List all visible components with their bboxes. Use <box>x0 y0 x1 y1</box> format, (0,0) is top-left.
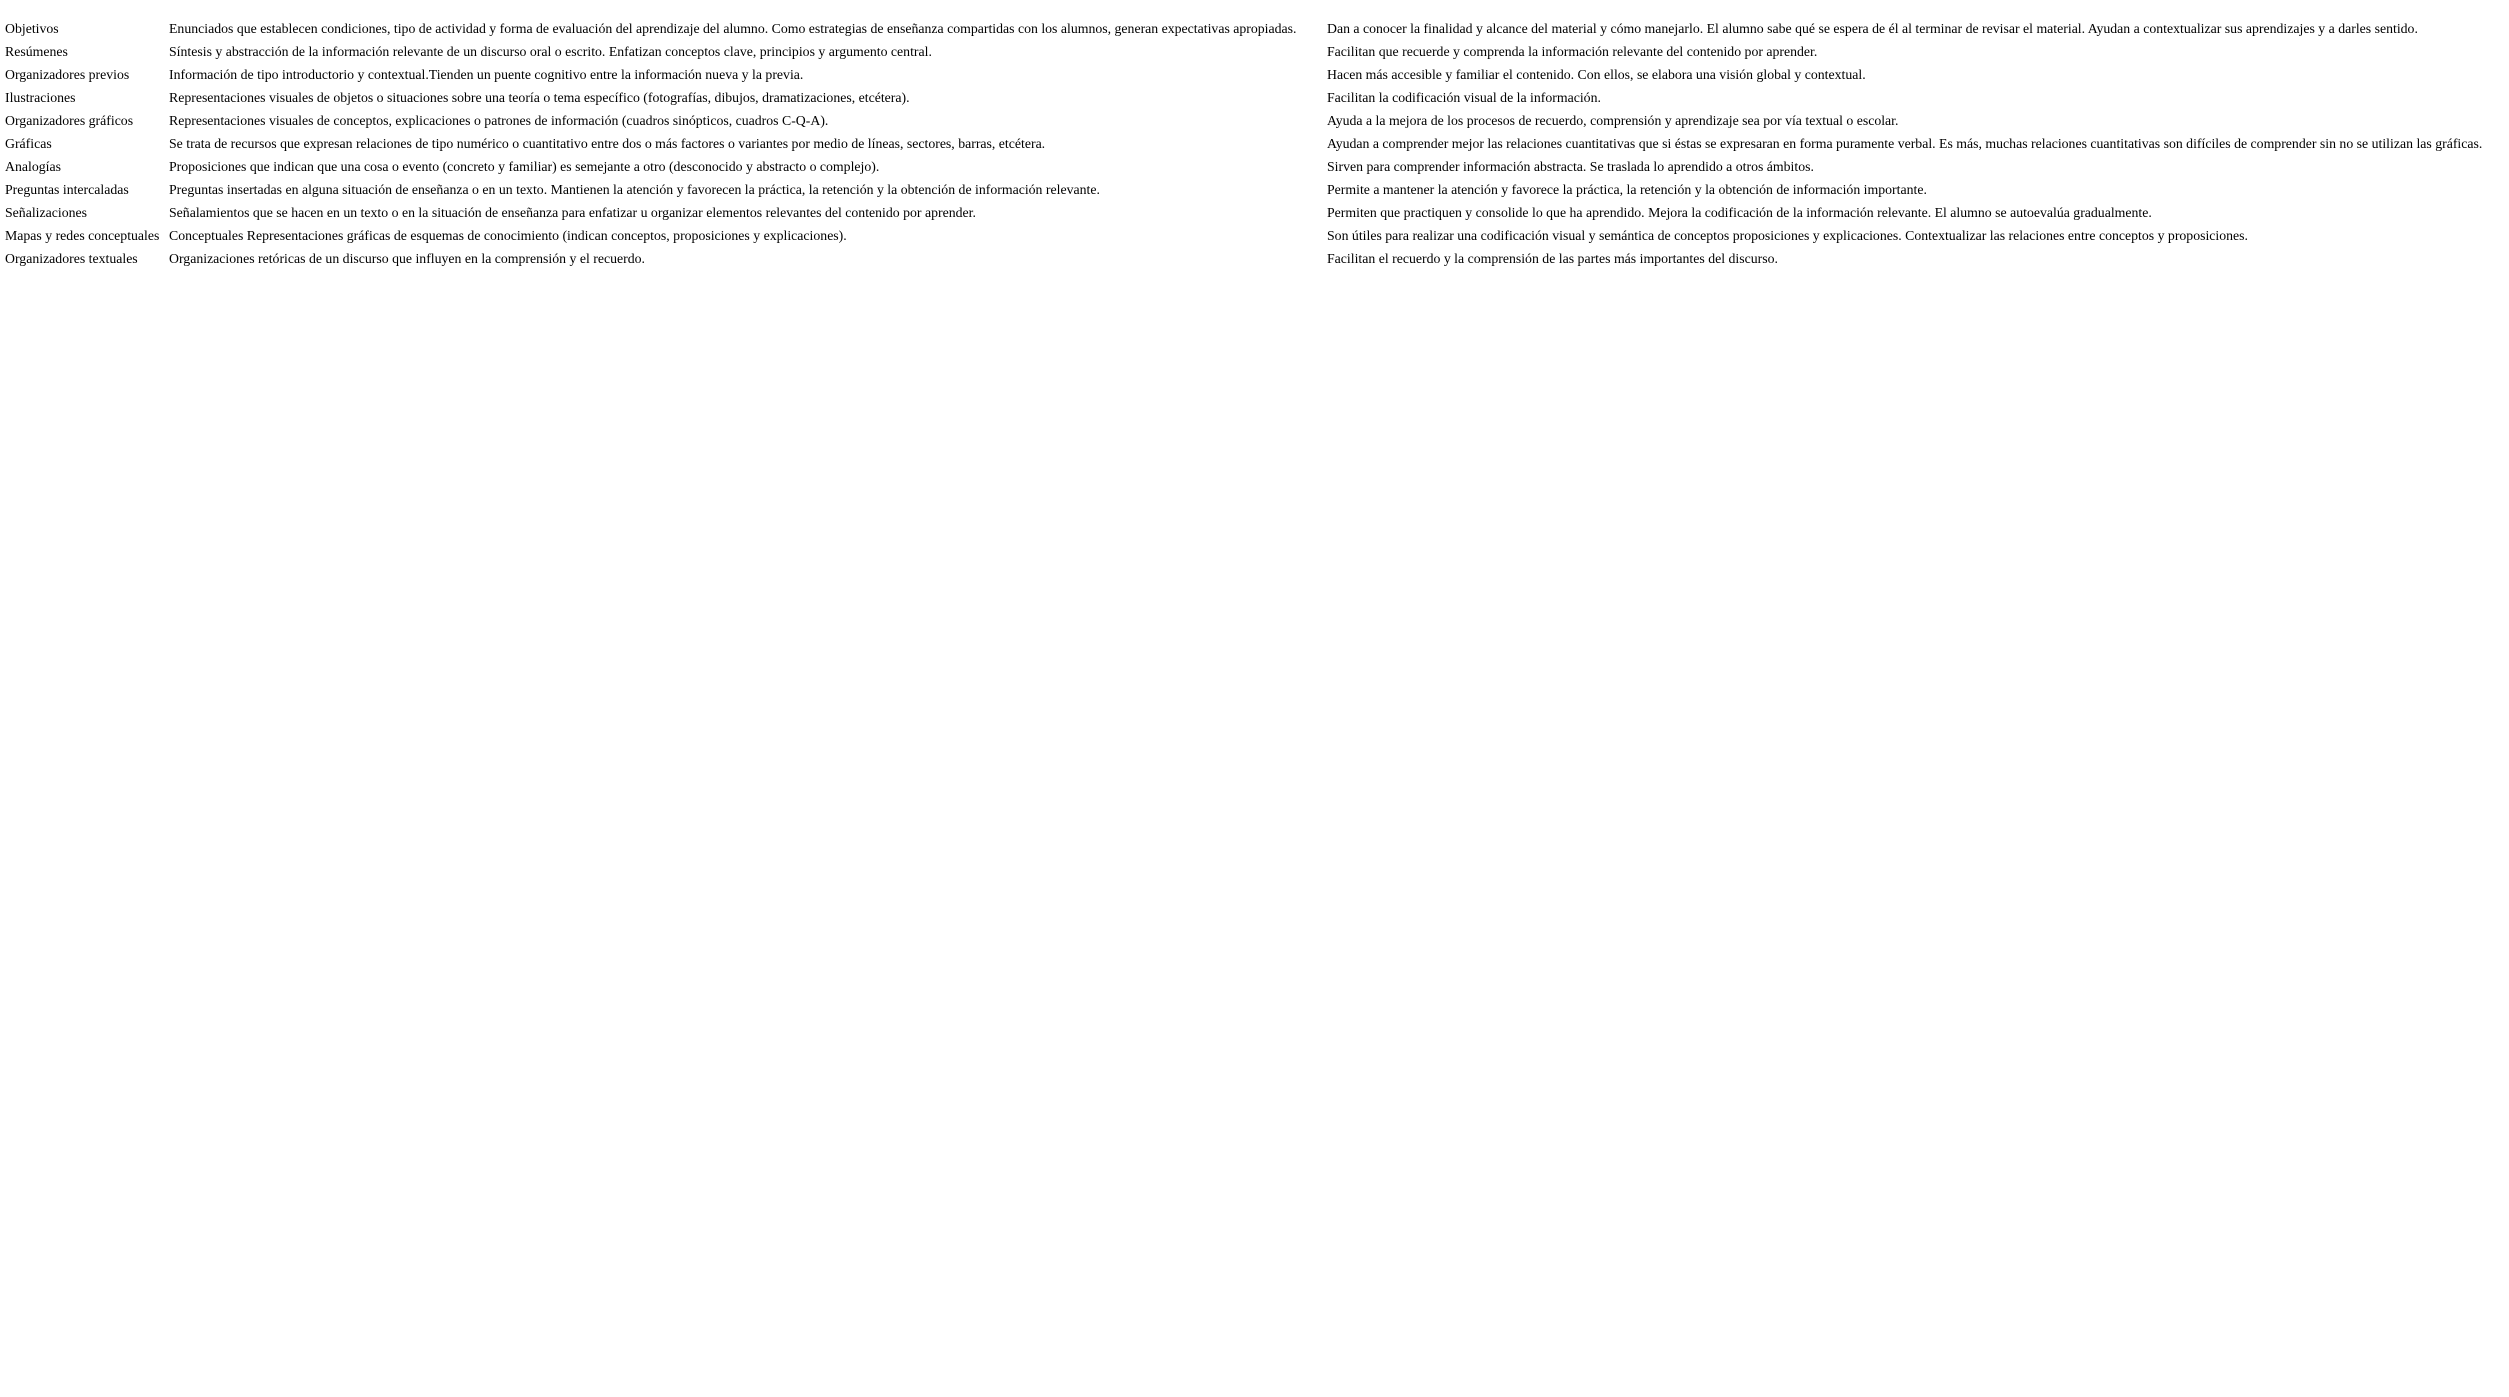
strategy-description-cell: Representaciones visuales de conceptos, explicaciones o patrones de información (cuadros sinópticos, cuadros C-Q-A). <box>169 113 829 128</box>
strategy-description-cell: Proposiciones que indican que una cosa o evento (concreto y familiar) es semejante a otro (desconocido y abstracto o complejo). <box>169 159 880 174</box>
strategy-name-cell: Señalizaciones <box>5 205 87 220</box>
strategy-description-cell: Información de tipo introductorio y contextual.Tienden un puente cognitivo entre la información nueva y la previa. <box>169 67 804 82</box>
strategy-name-cell: Mapas y redes conceptuales <box>5 228 160 243</box>
strategy-function-cell: Ayuda a la mejora de los procesos de recuerdo, comprensión y aprendizaje sea por vía textual o escolar. <box>1327 113 1899 128</box>
strategy-name-cell: Preguntas intercaladas <box>5 182 129 197</box>
table-row <box>3 109 2484 132</box>
strategy-name-cell: Gráficas <box>5 136 52 151</box>
strategy-function-cell: Permiten que practiquen y consolide lo que ha aprendido. Mejora la codificación de la información relevante. El alumno se autoevalúa gradualmente. <box>1327 205 2152 220</box>
strategy-name-cell: Analogías <box>5 159 61 174</box>
strategy-name-cell: Organizadores gráficos <box>5 113 134 128</box>
table-row <box>3 178 2484 201</box>
table-row <box>3 201 2484 224</box>
strategy-name-cell: Objetivos <box>5 21 59 36</box>
table-row <box>3 155 2484 178</box>
strategies-table-body <box>3 17 2484 270</box>
table-row <box>3 63 2484 86</box>
strategy-function-cell: Hacen más accesible y familiar el contenido. Con ellos, se elabora una visión global y contextual. <box>1327 67 1866 82</box>
strategies-table <box>3 17 2484 270</box>
table-row <box>3 224 2484 247</box>
strategy-function-cell: Ayudan a comprender mejor las relaciones cuantitativas que si éstas se expresaran en forma puramente verbal. Es más, muchas relaciones cuantitativas son difíciles de comprender sin no se utilizan las gráficas. <box>1327 136 2483 151</box>
table-row <box>3 132 2484 155</box>
strategy-name-cell: Resúmenes <box>5 44 68 59</box>
table-row <box>3 40 2484 63</box>
strategy-name-cell: Organizadores textuales <box>5 251 138 266</box>
strategy-name-cell: Organizadores previos <box>5 67 130 82</box>
strategy-description-cell: Señalamientos que se hacen en un texto o en la situación de enseñanza para enfatizar u organizar elementos relevantes del contenido por aprender. <box>169 205 976 220</box>
strategy-function-cell: Facilitan la codificación visual de la información. <box>1327 90 1601 105</box>
strategy-description-cell: Enunciados que establecen condiciones, tipo de actividad y forma de evaluación del aprendizaje del alumno. Como estrategias de enseñanza compartidas con los alumnos, generan expectativas apropiadas. <box>169 21 1297 36</box>
strategy-function-cell: Facilitan que recuerde y comprenda la información relevante del contenido por aprender. <box>1327 44 1818 59</box>
table-row <box>3 86 2484 109</box>
strategy-function-cell: Dan a conocer la finalidad y alcance del material y cómo manejarlo. El alumno sabe qué se espera de él al terminar de revisar el material. Ayudan a contextualizar sus aprendizajes y a darles sentido. <box>1327 21 2418 36</box>
strategy-description-cell: Preguntas insertadas en alguna situación de enseñanza o en un texto. Mantienen la atención y favorecen la práctica, la retención y la obtención de información relevante. <box>169 182 1100 197</box>
strategy-function-cell: Sirven para comprender información abstracta. Se traslada lo aprendido a otros ámbitos. <box>1327 159 1814 174</box>
strategy-function-cell: Permite a mantener la atención y favorece la práctica, la retención y la obtención de información importante. <box>1327 182 1927 197</box>
table-row <box>3 247 2484 270</box>
strategy-function-cell: Son útiles para realizar una codificación visual y semántica de conceptos proposiciones y explicaciones. Contextualizar las relaciones entre conceptos y proposiciones. <box>1327 228 2249 243</box>
strategy-description-cell: Organizaciones retóricas de un discurso que influyen en la comprensión y el recuerdo. <box>169 251 645 266</box>
table-row <box>3 17 2484 40</box>
strategy-description-cell: Conceptuales Representaciones gráficas de esquemas de conocimiento (indican conceptos, proposiciones y explicaciones). <box>169 228 847 243</box>
strategy-name-cell: Ilustraciones <box>5 90 76 105</box>
strategy-description-cell: Representaciones visuales de objetos o situaciones sobre una teoría o tema específico (fotografías, dibujos, dramatizaciones, etcétera). <box>169 90 910 105</box>
strategy-description-cell: Síntesis y abstracción de la información relevante de un discurso oral o escrito. Enfatizan conceptos clave, principios y argumento central. <box>169 44 932 59</box>
strategy-function-cell: Facilitan el recuerdo y la comprensión de las partes más importantes del discurso. <box>1327 251 1778 266</box>
strategy-description-cell: Se trata de recursos que expresan relaciones de tipo numérico o cuantitativo entre dos o más factores o variantes por medio de líneas, sectores, barras, etcétera. <box>169 136 1046 151</box>
